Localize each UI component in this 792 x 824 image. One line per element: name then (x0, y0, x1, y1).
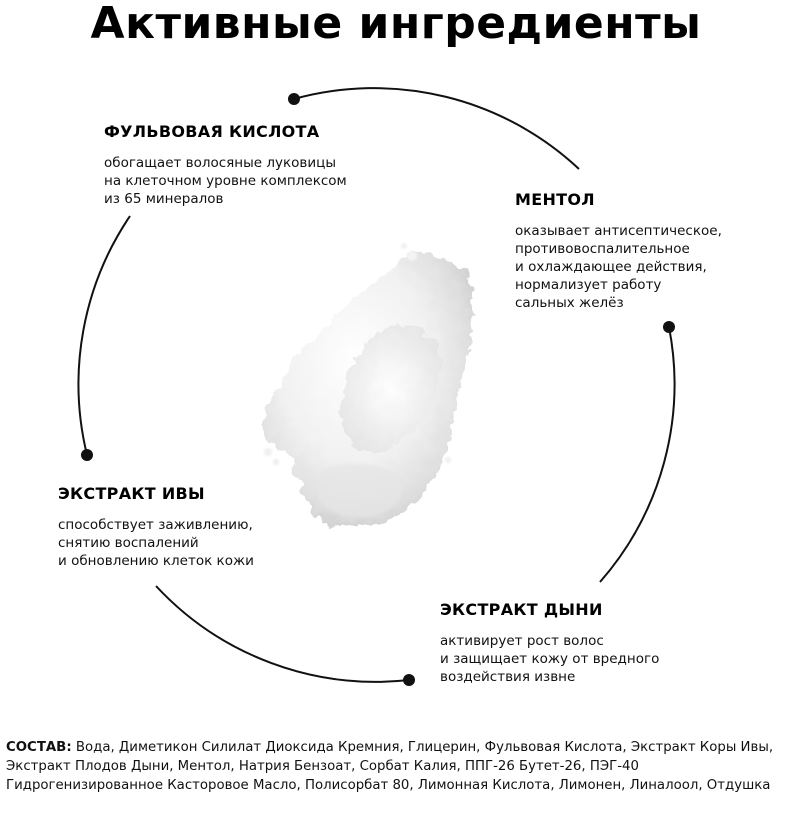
dot-left (81, 449, 93, 461)
ingredient-description: активирует рост волос и защищает кожу от вредного воздействия извне (440, 633, 660, 685)
composition-list: Вода, Диметикон Силилат Диоксида Кремния, Глицерин, Фульвовая Кислота, Экстракт Коры Ивы, Экстракт Плодов Дыни, Ментол, Натрия Бензоат, Сорбат Калия, ППГ-26 Бутет-26, ПЭГ-40 Гидрогенизированное Касторовое Масло, Полисорбат 80, Лимонная Кислота, Лимонен, Линалоол, Отдушка (6, 740, 774, 793)
dot-right (663, 321, 675, 333)
ingredient-menthol (515, 190, 785, 312)
dot-bottom (403, 674, 415, 686)
ingredient-fulvic-acid (104, 122, 404, 208)
ingredient-description: способствует заживлению, снятию воспалений и обновлению клеток кожи (58, 517, 254, 569)
composition-text (6, 738, 792, 795)
ingredient-name: МЕНТОЛ (515, 190, 595, 209)
arc-left (78, 216, 130, 455)
composition-label: СОСТАВ: (6, 740, 72, 755)
ingredient-willow-extract (58, 484, 358, 570)
page-title: Активные ингредиенты (90, 0, 702, 49)
arc-bottom (156, 586, 409, 682)
ingredient-melon-extract (440, 600, 740, 686)
ingredient-name: ЭКСТРАКТ ДЫНИ (440, 600, 603, 619)
arc-right (600, 327, 674, 582)
ingredient-name: ФУЛЬВОВАЯ КИСЛОТА (104, 122, 320, 141)
ingredient-description: оказывает антисептическое, противовоспалительное и охлаждающее действия, нормализует работу сальных желёз (515, 223, 722, 311)
dot-top (288, 93, 300, 105)
ingredient-description: обогащает волосяные луковицы на клеточном уровне комплексом из 65 минералов (104, 155, 347, 207)
ingredient-name: ЭКСТРАКТ ИВЫ (58, 484, 205, 503)
